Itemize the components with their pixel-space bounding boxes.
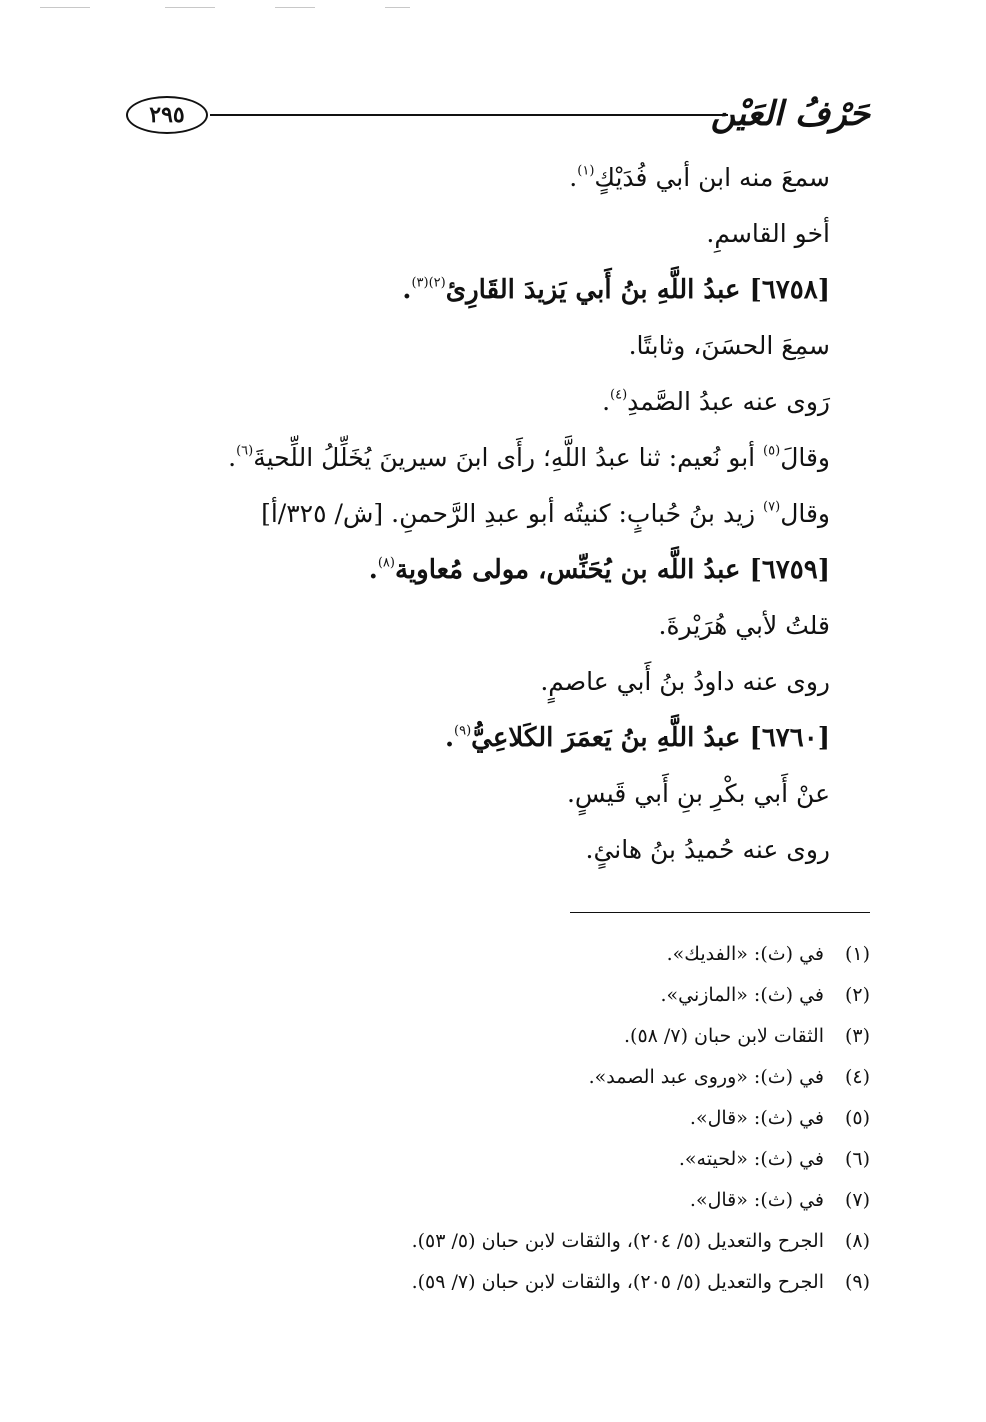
footnote-text: الجرح والتعديل (٥/ ٢٠٥)، والثقات لابن حبان (٧/ ٥٩). [411,1271,824,1293]
footnote-number: (٦) [844,1148,870,1170]
line-tail: زيد بنُ حُبابٍ: كنيتُه أبو عبدِ الرَّحمنِ. [ش/ ٣٢٥/أ] [261,499,764,528]
text-line [110,654,830,710]
footnote-ref: (٤) [610,387,628,403]
text-line [110,766,830,822]
entry-number: [٦٧٦٠] [749,723,830,753]
footnote [230,1098,870,1139]
footnote-text: الجرح والتعديل (٥/ ٢٠٤)، والثقات لابن حبان (٥/ ٥٣). [411,1230,824,1252]
footnote [230,934,870,975]
text-line [110,206,830,262]
line-text: أخو القاسمِ. [706,219,830,248]
text-line [110,598,830,654]
footnote [230,1016,870,1057]
entry-title: عبدُ اللَّه بن يُحَنِّس، مولى مُعاوية [394,555,741,585]
footnote-text: في (ث): «الفديك». [666,943,824,965]
line-text: روى عنه حُميدُ بنُ هانئٍ. [585,835,830,864]
entry-heading [110,710,830,766]
line-tail: أبو نُعيم: ثنا عبدُ اللَّهِ؛ رأَى ابنَ سيرينَ يُخَلِّلُ اللِّحيةَ [253,443,764,472]
footnotes [230,934,870,1303]
line-text: سمعَ منه ابن أبي فُدَيْكٍ [594,163,830,192]
text-line [110,430,830,486]
footnote-number: (٣) [844,1025,870,1047]
footnote-separator [570,912,870,913]
footnote-number: (٤) [844,1066,870,1088]
footnote-number: (٨) [844,1230,870,1252]
footnote-ref: (٦) [236,443,254,459]
footnote-number: (٢) [844,984,870,1006]
scan-marks [0,7,986,9]
footnote-number: (٧) [844,1189,870,1211]
line-tail: . [402,275,412,305]
entry-number: [٦٧٥٨] [749,275,830,305]
line-tail: . [569,163,578,192]
line-text: وقالَ [780,443,830,472]
footnote-text: الثقات لابن حبان (٧/ ٥٨). [624,1025,824,1047]
footnote [230,975,870,1016]
footnote-text: في (ث): «قال». [689,1189,824,1211]
footnote-ref: (٩) [454,723,472,739]
footnote-number: (٥) [844,1107,870,1129]
line-tail: . [602,387,611,416]
line-text: روى عنه داودُ بنُ أَبي عاصمٍ. [540,667,830,696]
line-tail: . [368,555,378,585]
footnote-text: في (ث): «المازني». [660,984,824,1006]
footnote [230,1139,870,1180]
header-rule [210,114,728,116]
footnote-text: في (ث): «قال». [689,1107,824,1129]
footnote-ref: (٧) [763,499,781,515]
entry-title: عبدُ اللَّهِ بنُ أَبي يَزيدَ القَارِئ [445,275,741,305]
text-line [110,486,830,542]
entry-heading [110,262,830,318]
text-line [110,318,830,374]
line-text: رَوى عنه عبدُ الصَّمدِ [627,387,830,416]
entry-number: [٦٧٥٩] [749,555,830,585]
line-text: وقال [780,499,830,528]
line-text: قلتُ لأبي هُرَيْرةَ. [658,611,830,640]
page-header [126,92,870,144]
footnote [230,1180,870,1221]
footnote-ref: (٢)(٣) [411,275,446,291]
line-text: سمِعَ الحسَنَ، وثابتًا. [628,331,830,360]
footnote-text: في (ث): «وروى عبد الصمد». [588,1066,824,1088]
page-number: ٢٩٥ [126,96,208,134]
line-tail: . [444,723,455,753]
footnote [230,1221,870,1262]
footnote-ref: (٨) [377,555,395,571]
footnote [230,1262,870,1303]
entry-title: عبدُ اللَّهِ بنُ يَعمَرَ الكَلاعِيُّ [471,723,741,753]
entry-heading [110,542,830,598]
footnote-number: (١) [844,943,870,965]
text-line [110,150,830,206]
text-line [110,822,830,878]
footnote-ref: (٥) [763,443,781,459]
line-text: عنْ أَبي بكْرِ بنِ أَبي قَيسٍ. [566,779,830,808]
footnote-ref: (١) [577,163,595,179]
running-head: حَرْفُ العَيْن [710,94,870,134]
footnote-text: في (ث): «لحيته». [678,1148,824,1170]
line-tail: . [228,443,237,472]
footnote [230,1057,870,1098]
main-text [110,150,830,878]
footnote-number: (٩) [844,1271,870,1293]
text-line [110,374,830,430]
